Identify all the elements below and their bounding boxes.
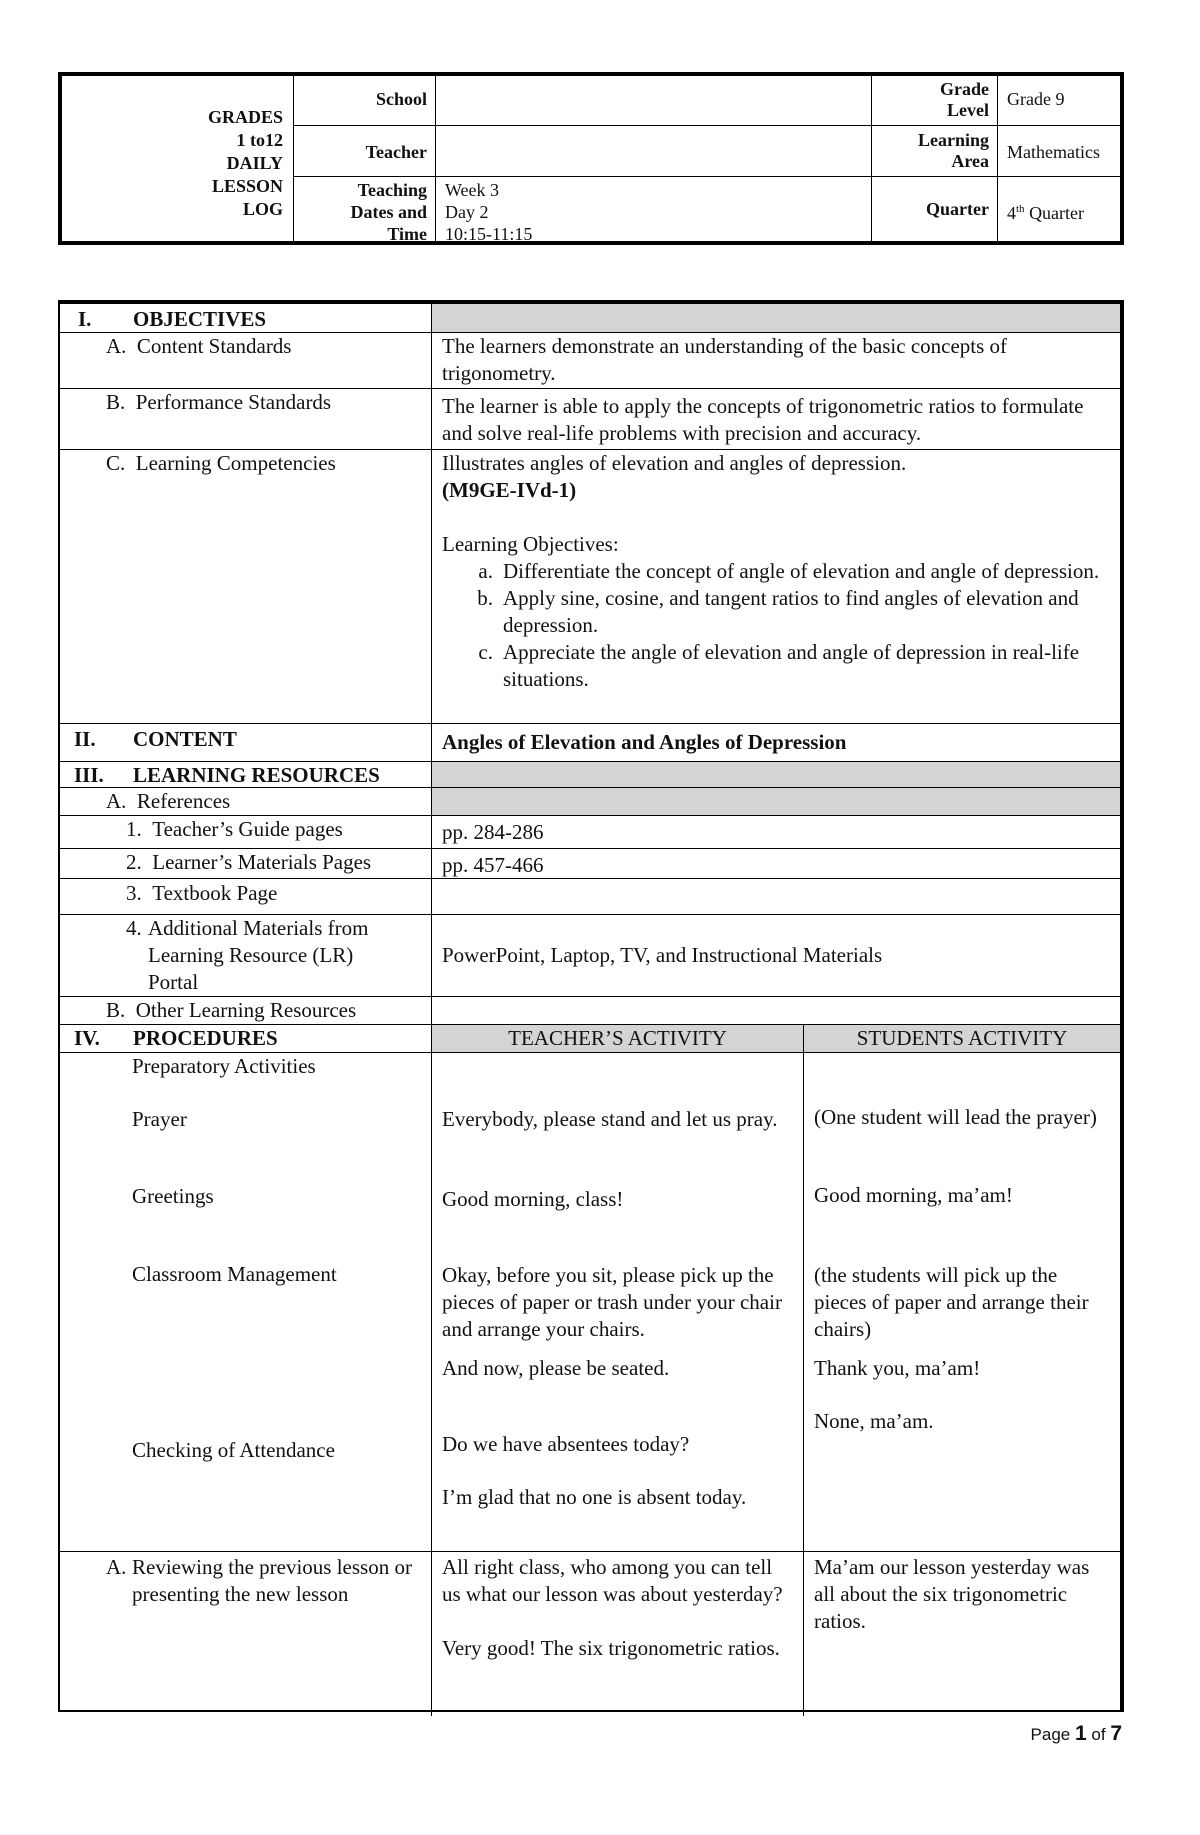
learners-materials-value: pp. 457-466 xyxy=(442,853,544,877)
learning-objective-item: c. Appreciate the angle of elevation and angle of depression in real-life situations. xyxy=(478,640,1080,691)
school-label: School xyxy=(294,76,436,126)
students-preparatory-cell xyxy=(804,1053,1120,1551)
teachers-guide-row xyxy=(60,816,1120,849)
attendance-student-text: None, ma’am. xyxy=(814,1409,934,1433)
quarter-label: Quarter xyxy=(872,177,998,241)
learning-area-value: Mathematics xyxy=(998,126,1120,177)
students-activity-header: STUDENTS ACTIVITY xyxy=(804,1025,1120,1052)
resources-heading: III. LEARNING RESOURCES xyxy=(60,762,432,787)
resources-heading-fill xyxy=(432,762,1120,787)
prayer-student-text: (One student will lead the prayer) xyxy=(814,1105,1097,1129)
greetings-student-text: Good morning, ma’am! xyxy=(814,1183,1013,1207)
form-title-cell xyxy=(62,76,294,241)
performance-standards-text: The learner is able to apply the concepts of trigonometric ratios to formulate and solve real-life problems with precision and accuracy. xyxy=(442,394,1084,445)
teacher-activity-header: TEACHER’S ACTIVITY xyxy=(432,1025,804,1052)
classroom-management-label: Classroom Management xyxy=(132,1262,337,1286)
review-student-cell xyxy=(804,1552,1120,1716)
procedures-heading-row xyxy=(60,1025,1120,1053)
attendance-teacher-text: Do we have absentees today? xyxy=(442,1432,690,1456)
procedures-heading: IV. PROCEDURES xyxy=(60,1025,432,1052)
content-heading: II. CONTENT xyxy=(60,724,432,761)
teaching-dates-value: Week 3 Day 2 10:15-11:15 xyxy=(436,177,872,241)
learning-competencies-text: Illustrates angles of elevation and angles of depression. (M9GE-IVd-1) Learning Objectives: a. Differentiate the concept of angle of elevation and angle of depression. b. Apply sine, cosine, and tangent ratios to find angles of elevation and depression. c. Appreciate the angle of elevation and angle of depression in real-life situations. xyxy=(432,450,1120,723)
content-value: Angles of Elevation and Angles of Depression xyxy=(442,730,847,754)
prayer-teacher-text: Everybody, please stand and let us pray. xyxy=(442,1107,778,1131)
greetings-teacher-text: Good morning, class! xyxy=(442,1187,624,1211)
teacher-value xyxy=(436,126,872,177)
content-standards-row xyxy=(60,333,1120,389)
references-row xyxy=(60,788,1120,816)
performance-standards-row xyxy=(60,389,1120,450)
content-standards-label: A. Content Standards xyxy=(60,333,432,388)
textbook-label: 3. Textbook Page xyxy=(60,879,432,914)
objectives-heading-fill xyxy=(432,304,1120,332)
teacher-label: Teacher xyxy=(294,126,436,177)
teacher-preparatory-cell xyxy=(432,1053,804,1551)
review-student-text: Ma’am our lesson yesterday was all about the six trigonometric ratios. xyxy=(814,1555,1090,1633)
review-teacher-cell xyxy=(432,1552,804,1716)
grade-level-label: Grade Level xyxy=(872,76,998,126)
learning-competencies-label: C. Learning Competencies xyxy=(60,450,432,723)
grade-level-value: Grade 9 xyxy=(998,76,1120,126)
review-lesson-label-cell: A. Reviewing the previous lesson or presenting the new lesson xyxy=(60,1552,432,1716)
review-teacher-text: All right class, who among you can tell us what our lesson was about yesterday? xyxy=(442,1555,783,1606)
objectives-heading-row xyxy=(60,304,1120,333)
attendance-teacher-text-2: I’m glad that no one is absent today. xyxy=(442,1485,747,1509)
additional-materials-row xyxy=(60,915,1120,997)
page-number: Page 1 of 7 xyxy=(1030,1722,1122,1745)
content-row xyxy=(60,724,1120,762)
other-resources-label: B. Other Learning Resources xyxy=(60,997,432,1024)
teachers-guide-value: pp. 284-286 xyxy=(442,820,544,844)
seated-teacher-text: And now, please be seated. xyxy=(442,1356,670,1380)
references-fill xyxy=(432,788,1120,815)
competency-code: (M9GE-IVd-1) xyxy=(442,478,577,502)
header-table xyxy=(58,72,1124,245)
review-lesson-row xyxy=(60,1552,1120,1716)
preparatory-activities-label: Preparatory Activities xyxy=(132,1054,316,1078)
references-label: A. References xyxy=(60,788,432,815)
form-title: GRADES 1 to12 DAILY LESSON LOG xyxy=(207,107,283,219)
resources-heading-row xyxy=(60,762,1120,788)
content-standards-text: The learners demonstrate an understanding of the basic concepts of trigonometry. xyxy=(442,334,1008,385)
review-lesson-label: Reviewing the previous lesson or presenting the new lesson xyxy=(132,1555,412,1606)
textbook-value xyxy=(432,879,1120,914)
quarter-value: 4th Quarter xyxy=(1007,203,1085,223)
learning-objectives-heading: Learning Objectives: xyxy=(442,532,619,556)
greetings-label: Greetings xyxy=(132,1184,214,1208)
textbook-row xyxy=(60,879,1120,915)
additional-materials-value: PowerPoint, Laptop, TV, and Instructional Materials xyxy=(442,943,883,967)
management-student-text: (the students will pick up the pieces of paper and arrange their chairs) xyxy=(814,1263,1089,1341)
objectives-heading: I. OBJECTIVES xyxy=(60,304,432,332)
preparatory-activities-row xyxy=(60,1053,1120,1552)
performance-standards-label: B. Performance Standards xyxy=(60,389,432,449)
teaching-dates-label: Teaching Dates and Time xyxy=(294,177,436,241)
other-resources-row xyxy=(60,997,1120,1025)
preparatory-activities-cell xyxy=(60,1053,432,1551)
review-teacher-text-2: Very good! The six trigonometric ratios. xyxy=(442,1636,780,1660)
prayer-label: Prayer xyxy=(132,1107,187,1131)
other-resources-value xyxy=(432,997,1120,1024)
seated-student-text: Thank you, ma’am! xyxy=(814,1356,981,1380)
teachers-guide-label: 1. Teacher’s Guide pages xyxy=(60,816,432,848)
learning-competencies-row xyxy=(60,450,1120,724)
page-bottom-rule xyxy=(58,1710,1124,1712)
school-value xyxy=(436,76,872,126)
learners-materials-row xyxy=(60,849,1120,879)
additional-materials-label: 4. Additional Materials from Learning Resource (LR) Portal xyxy=(60,915,432,996)
learners-materials-label: 2. Learner’s Materials Pages xyxy=(60,849,432,878)
attendance-label: Checking of Attendance xyxy=(132,1438,335,1462)
management-teacher-text: Okay, before you sit, please pick up the pieces of paper or trash under your chair and arrange your chairs. xyxy=(442,1263,782,1341)
learning-objective-item: b. Apply sine, cosine, and tangent ratios to find angles of elevation and depression. xyxy=(477,586,1079,637)
lesson-log-table xyxy=(58,300,1124,1712)
learning-area-label: Learning Area xyxy=(872,126,998,177)
learning-objective-item: a. Differentiate the concept of angle of elevation and angle of depression. xyxy=(478,559,1100,583)
